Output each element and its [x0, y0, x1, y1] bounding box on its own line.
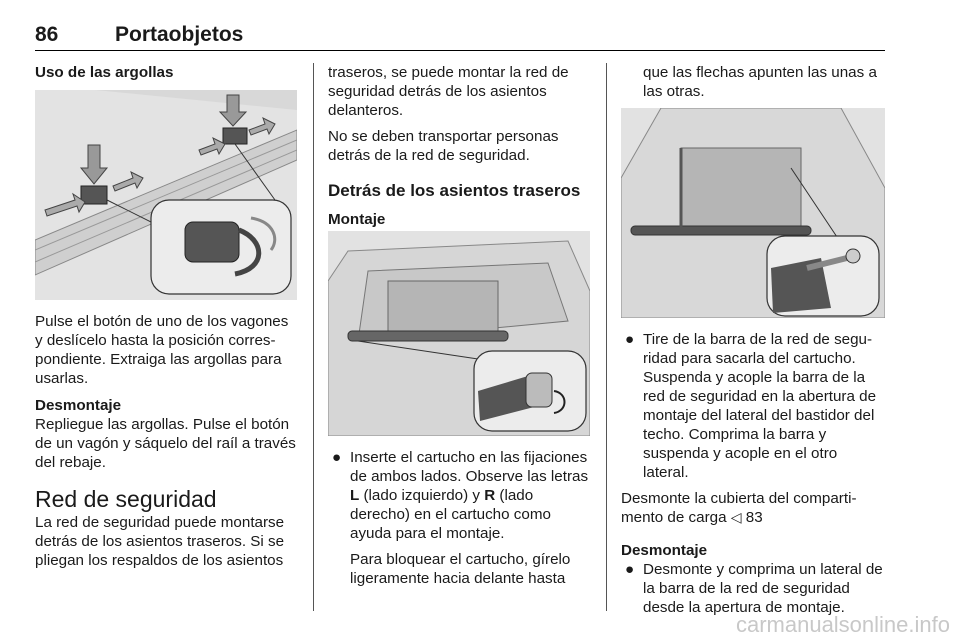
column-divider-2	[606, 63, 607, 611]
header-divider	[35, 50, 885, 51]
letter-left: L	[350, 487, 360, 504]
column-divider-1	[313, 63, 314, 611]
section-heading-safety-net: Red de seguridad	[35, 486, 217, 512]
section-heading-behind-rear-seats: Detrás de los asientos traseros	[328, 181, 581, 200]
mounting-step-1: ● Inserte el cartucho en las fijaciones de ambos lados. Observe las letras L (lado izquierdo) y R (lado derecho) en el cartucho como ayuda para el montaje.	[332, 449, 589, 542]
section-heading-removal: Desmontaje	[621, 542, 708, 559]
bullet-dot: ●	[625, 331, 635, 348]
letter-right: R	[484, 487, 496, 504]
net-bar-illustration	[621, 108, 885, 318]
section-heading-remove-rings: Desmontaje	[35, 397, 122, 414]
removal-step-1: ● Desmonte y comprima un lateral de la barra de la red de seguridad desde la apertura de montaje.	[625, 561, 883, 616]
safety-net-intro: La red de seguridad puede montarse detrás de los asientos traseros. Si se pliegan los respaldos de los asientos	[35, 514, 285, 569]
bullet-dot: ●	[625, 561, 635, 578]
column-1	[35, 63, 297, 577]
column-2	[328, 63, 590, 595]
remove-rings-instruction: Repliegue las argollas. Pulse el botón de un vagón y sáquelo del raíl a través del rebaje.	[35, 416, 296, 471]
rings-instruction: Pulse el botón de uno de los vagones y deslícelo hasta la posición correspondiente. Extraiga las argollas para usarlas.	[35, 313, 289, 387]
section-heading-rings: Uso de las argollas	[35, 64, 174, 81]
safety-net-warning: No se deben transportar personas detrás de la red de seguridad.	[328, 128, 559, 164]
cartridge-mounting-illustration	[328, 231, 590, 436]
net-bar-drawing	[621, 108, 885, 318]
page-reference-icon: ◁	[730, 509, 742, 525]
section-heading-mounting: Montaje	[328, 211, 386, 228]
watermark: carmanualsonline.info	[735, 612, 950, 637]
rail-rings-illustration	[35, 90, 297, 300]
mounting-step-1-continued: que las flechas apunten las unas a las otras.	[643, 64, 877, 100]
mounting-step-2: ● Tire de la barra de la red de seguridad para sacarla del cartucho. Suspenda y acople la barra de la red de seguridad en la abertura de montaje del lateral del bastidor del techo. Comprima la barra y suspenda y acople en el otro lateral.	[625, 331, 877, 481]
page-number: 86	[35, 23, 59, 46]
safety-net-continued: traseros, se puede montar la red de seguridad detrás de los asientos delanteros.	[328, 64, 569, 119]
remove-cover-instruction: Desmonte la cubierta del compartimento de carga ◁ 83	[621, 490, 857, 526]
mounting-step-1-lock: Para bloquear el cartucho, gírelo ligeramente hacia delante hasta	[350, 551, 571, 587]
cartridge-mounting-drawing	[328, 231, 590, 436]
bullet-dot: ●	[332, 449, 342, 466]
page-title: Portaobjetos	[115, 23, 244, 46]
rail-rings-drawing	[35, 90, 297, 300]
column-3	[621, 63, 885, 624]
page-header	[35, 23, 885, 51]
